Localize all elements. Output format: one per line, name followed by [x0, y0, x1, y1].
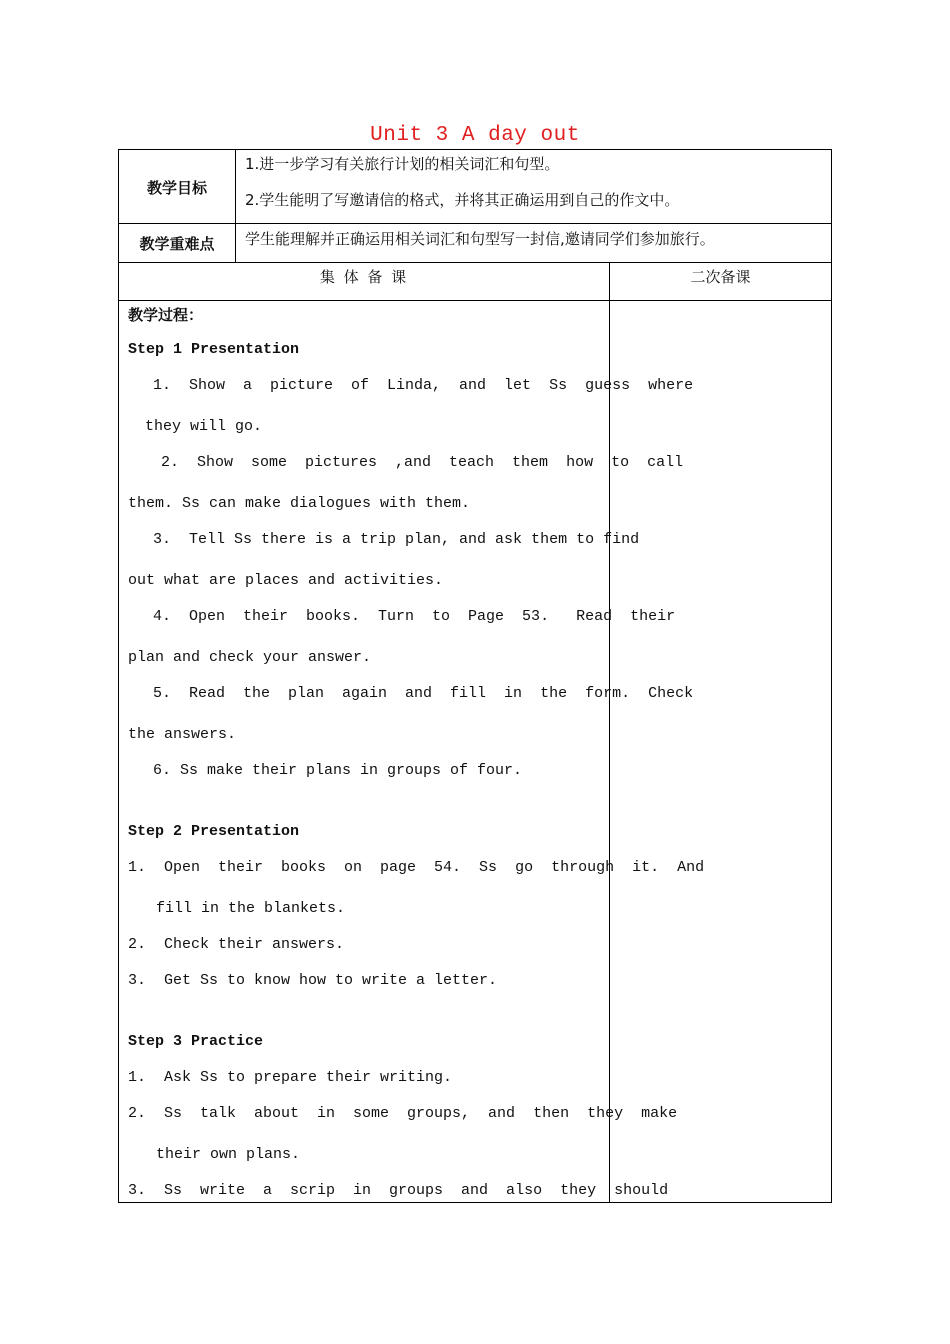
column-header-collective: 集 体 备 课: [319, 268, 409, 286]
list-item: 1. Ask Ss to prepare their writing.: [128, 1069, 453, 1086]
list-item: 3. Tell Ss there is a trip plan, and ask them to find: [153, 531, 640, 548]
list-item: 1. Show a picture of Linda, and let Ss guess where: [153, 377, 694, 394]
column-header-secondary: 二次备课: [690, 268, 751, 286]
row-divider: [119, 300, 832, 301]
row-divider: [119, 223, 832, 224]
step-heading: Step 2 Presentation: [128, 823, 300, 840]
list-item: 1. Open their books on page 54. Ss go through it. And: [128, 859, 705, 876]
list-item: 3. Get Ss to know how to write a letter.: [128, 972, 498, 989]
list-item: 4. Open their books. Turn to Page 53. Read their: [153, 608, 676, 625]
objectives-label: 教学目标: [146, 179, 207, 197]
step-heading: Step 3 Practice: [128, 1033, 264, 1050]
column-divider: [609, 262, 610, 1203]
list-item: 6. Ss make their plans in groups of four.: [153, 762, 523, 779]
list-item-continuation: out what are places and activities.: [128, 572, 444, 589]
key-points-text: 学生能理解并正确运用相关词汇和句型写一封信,邀请同学们参加旅行。: [245, 230, 715, 248]
objective-item: 1.进一步学习有关旅行计划的相关词汇和句型。: [245, 155, 560, 173]
list-item-continuation: they will go.: [145, 418, 263, 435]
page-title: Unit 3 A day out: [370, 124, 580, 147]
objective-item: 2.学生能明了写邀请信的格式，并将其正确运用到自己的作文中。: [245, 191, 680, 209]
list-item-continuation: fill in the blankets.: [156, 900, 346, 917]
list-item-continuation: them. Ss can make dialogues with them.: [128, 495, 471, 512]
list-item-continuation: the answers.: [128, 726, 237, 743]
list-item: 2. Show some pictures ,and teach them how to call: [161, 454, 684, 471]
row-divider: [119, 262, 832, 263]
list-item: 2. Check their answers.: [128, 936, 345, 953]
process-label: 教学过程：: [128, 306, 204, 324]
list-item-continuation: their own plans.: [156, 1146, 301, 1163]
list-item: 5. Read the plan again and fill in the form. Check: [153, 685, 694, 702]
column-divider: [235, 150, 236, 263]
list-item-continuation: plan and check your answer.: [128, 649, 372, 666]
lesson-plan-table: [118, 149, 832, 1203]
key-points-label: 教学重难点: [139, 235, 215, 253]
list-item: 2. Ss talk about in some groups, and then they make: [128, 1105, 678, 1122]
step-heading: Step 1 Presentation: [128, 341, 300, 358]
list-item: 3. Ss write a scrip in groups and also they should: [128, 1182, 669, 1199]
